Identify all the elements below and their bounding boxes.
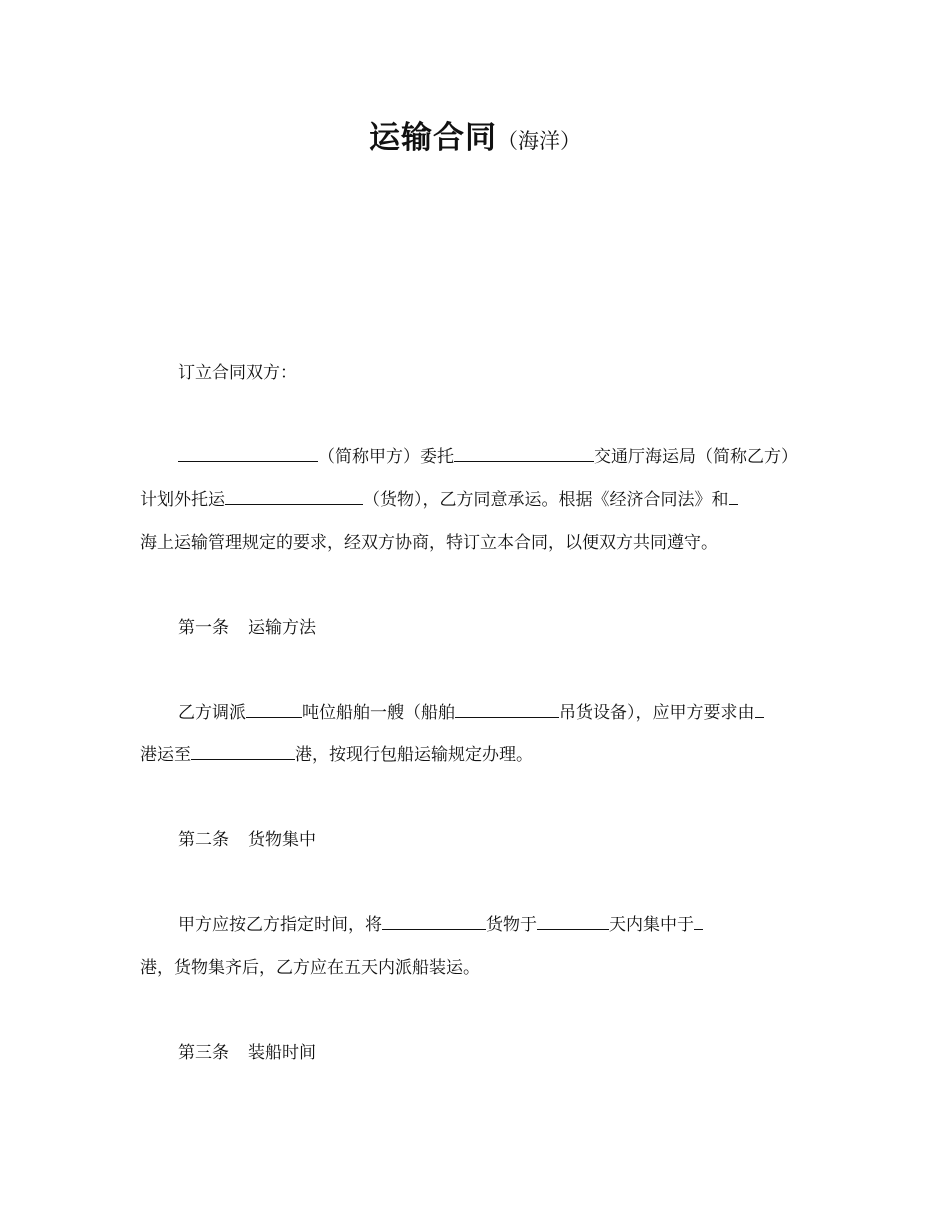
p2-text-d: 港运至 bbox=[140, 745, 191, 765]
article-2-title: 货物集中 bbox=[248, 830, 316, 850]
p1-text-c: 计划外托运 bbox=[140, 490, 225, 510]
p2-text-c: 吊货设备），应甲方要求由 bbox=[559, 703, 755, 723]
p2-text-b: 吨位船舶一艘（船舶 bbox=[302, 703, 455, 723]
p2-text-a: 乙方调派 bbox=[178, 703, 246, 723]
blank-days bbox=[537, 914, 609, 930]
paragraph-2-line-2 bbox=[140, 744, 533, 766]
p3-text-b: 货物于 bbox=[486, 915, 537, 935]
article-2-heading bbox=[178, 829, 316, 851]
p3-text-a: 甲方应按乙方指定时间，将 bbox=[178, 915, 382, 935]
document-title bbox=[0, 112, 950, 157]
article-3-number: 第三条 bbox=[178, 1043, 229, 1063]
paragraph-3-line-1 bbox=[178, 914, 703, 936]
article-1-title: 运输方法 bbox=[248, 618, 316, 638]
title-note: （海洋） bbox=[497, 129, 581, 153]
p1-text-a: （简称甲方）委托 bbox=[318, 447, 454, 467]
blank-gather-port bbox=[694, 914, 703, 930]
blank-origin-port bbox=[755, 702, 764, 718]
p1-text-d: （货物），乙方同意承运。根据《经济合同法》和 bbox=[363, 490, 729, 510]
blank-tonnage bbox=[246, 702, 302, 718]
blank-ship bbox=[455, 702, 559, 718]
article-1-heading bbox=[178, 617, 316, 639]
article-1-number: 第一条 bbox=[178, 618, 229, 638]
paragraph-2-line-1 bbox=[178, 702, 764, 724]
p2-text-e: 港，按现行包船运输规定办理。 bbox=[295, 745, 533, 765]
intro-line: 订立合同双方： bbox=[178, 363, 297, 383]
p3-text-c: 天内集中于 bbox=[609, 915, 694, 935]
blank-cargo bbox=[382, 914, 486, 930]
paragraph-1-line-1 bbox=[178, 446, 798, 468]
blank-destination-port bbox=[191, 744, 295, 760]
blank-province bbox=[454, 446, 594, 462]
article-3-title: 装船时间 bbox=[248, 1043, 316, 1063]
paragraph-3-line-2: 港，货物集齐后，乙方应在五天内派船装运。 bbox=[140, 958, 480, 978]
title-main: 运输合同 bbox=[369, 120, 497, 156]
blank-goods bbox=[225, 489, 363, 505]
paragraph-1-line-3: 海上运输管理规定的要求，经双方协商，特订立本合同，以便双方共同遵守。 bbox=[140, 533, 718, 553]
article-2-number: 第二条 bbox=[178, 830, 229, 850]
article-3-heading bbox=[178, 1042, 316, 1064]
blank-regulation bbox=[729, 489, 738, 505]
p1-text-b: 交通厅海运局（简称乙方） bbox=[594, 447, 798, 467]
paragraph-1-line-2 bbox=[140, 489, 738, 511]
blank-party-a bbox=[178, 446, 318, 462]
